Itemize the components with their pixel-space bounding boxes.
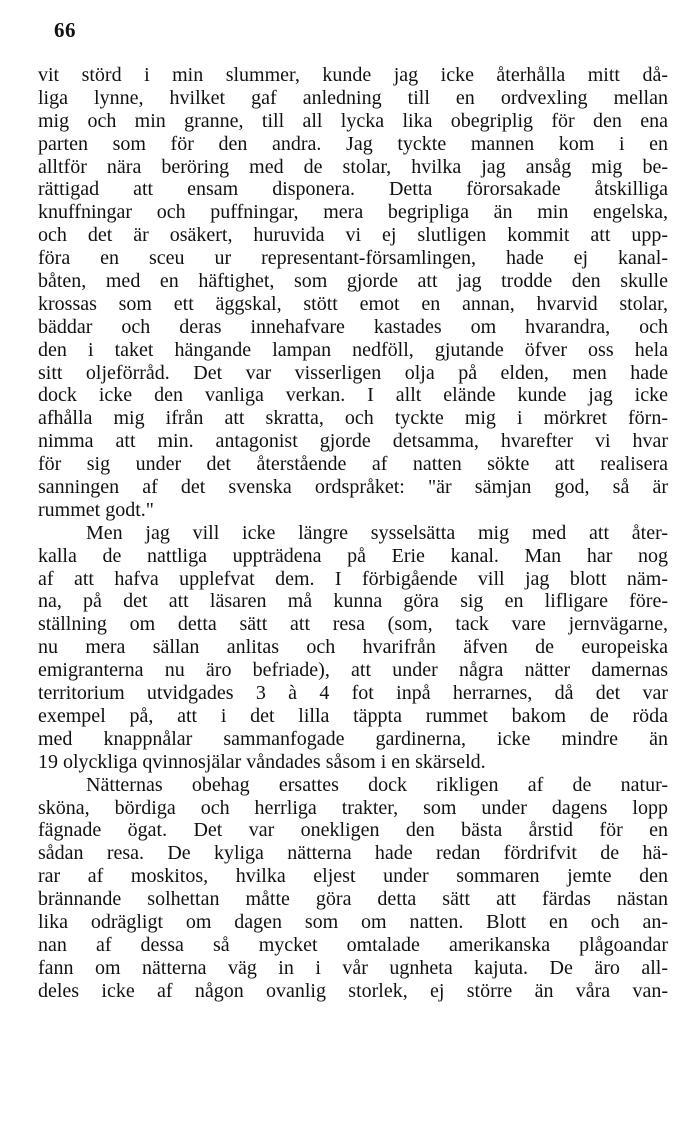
text-line: sanningen af det svenska ordspråket: "är sämjan god, så är xyxy=(38,476,668,499)
text-line: fann om nätterna väg in i vår ugnheta kajuta. De äro all- xyxy=(38,956,668,979)
text-line: sådan resa. De kyliga nätterna hade redan fördrifvit de hä- xyxy=(38,842,668,865)
text-line: rättigad att ensam disponera. Detta förorsakade åtskilliga xyxy=(38,178,668,201)
text-line: och det är osäkert, huruvida vi ej slutligen kommit att upp- xyxy=(38,224,668,247)
text-line: parten som för den andra. Jag tyckte mannen kom i en xyxy=(38,132,668,155)
text-line: nan af dessa så mycket omtalade amerikanska plågoandar xyxy=(38,933,668,956)
body-text xyxy=(38,64,668,1003)
text-line: territorium utvidgades 3 à 4 fot inpå herrarnes, då det var xyxy=(38,682,668,705)
text-line: rummet godt." xyxy=(38,498,154,521)
text-line: krossas som ett äggskal, stött emot en annan, hvarvid stolar, xyxy=(38,292,668,315)
text-line: dock icke den vanliga verkan. I allt elände kunde jag icke xyxy=(38,384,668,407)
text-line: 19 olyckliga qvinnosjälar våndades såsom i en skärseld. xyxy=(38,750,486,773)
text-line: för sig under det återstående af natten sökte att realisera xyxy=(38,453,668,476)
text-line: emigranterna nu äro befriade), att under några nätter damernas xyxy=(38,659,668,682)
text-line: fägnade ögat. Det var onekligen den bästa årstid för en xyxy=(38,819,668,842)
text-line: nu mera sällan anlitas och hvarifrån äfven de europeiska xyxy=(38,636,668,659)
text-line: afhålla mig ifrån att skratta, och tyckte mig i mörkret förn- xyxy=(38,407,668,430)
text-line: rar af moskitos, hvilka eljest under sommaren jemte den xyxy=(38,865,668,888)
text-line: Nätternas obehag ersattes dock rikligen af de natur- xyxy=(86,773,668,796)
text-line: alltför nära beröring med de stolar, hvilka jag ansåg mig be- xyxy=(38,155,668,178)
text-line: na, på det att läsaren må kunna göra sig en lifligare före- xyxy=(38,590,668,613)
page-number: 66 xyxy=(54,18,76,42)
text-line: af att hafva upplefvat dem. I förbigående vill jag blott näm- xyxy=(38,567,668,590)
text-line: lika odrägligt om dagen som om natten. Blott en och an- xyxy=(38,910,668,933)
text-line: bäddar och deras innehafvare kastades om hvarandra, och xyxy=(38,315,668,338)
text-line: liga lynne, hvilket gaf anledning till en ordvexling mellan xyxy=(38,86,668,109)
text-line: den i taket hängande lampan nedföll, gjutande öfver oss hela xyxy=(38,338,668,361)
text-line: deles icke af någon ovanlig storlek, ej större än våra van- xyxy=(38,979,668,1002)
text-line: båten, med en häftighet, som gjorde att jag trodde den skulle xyxy=(38,270,668,293)
text-line: föra en sceu ur representant-församlingen, hade ej kanal- xyxy=(38,247,668,270)
text-line: vit störd i min slummer, kunde jag icke återhålla mitt då- xyxy=(38,64,668,86)
text-line: sköna, bördiga och herrliga trakter, som under dagens lopp xyxy=(38,796,668,819)
text-line: exempel på, att i det lilla täppta rummet bakom de röda xyxy=(38,704,668,727)
text-line: nimma att min. antagonist gjorde detsamma, hvarefter vi hvar xyxy=(38,430,668,453)
text-line: brännande solhettan måtte göra detta sätt att färdas nästan xyxy=(38,888,668,911)
text-line: kalla de nattliga uppträdena på Erie kanal. Man har nog xyxy=(38,544,668,567)
text-line: ställning om detta sätt att resa (som, tack vare jernvägarne, xyxy=(38,613,668,636)
text-line: knuffningar och puffningar, mera begripliga än min engelska, xyxy=(38,201,668,224)
text-line: Men jag vill icke längre sysselsätta mig med att åter- xyxy=(86,521,668,544)
text-line: med knappnålar sammanfogade gardinerna, icke mindre än xyxy=(38,727,668,750)
text-line: sitt oljeförråd. Det var visserligen olja på elden, men hade xyxy=(38,361,668,384)
text-line: mig och min granne, till all lycka lika obegriplig för den ena xyxy=(38,109,668,132)
